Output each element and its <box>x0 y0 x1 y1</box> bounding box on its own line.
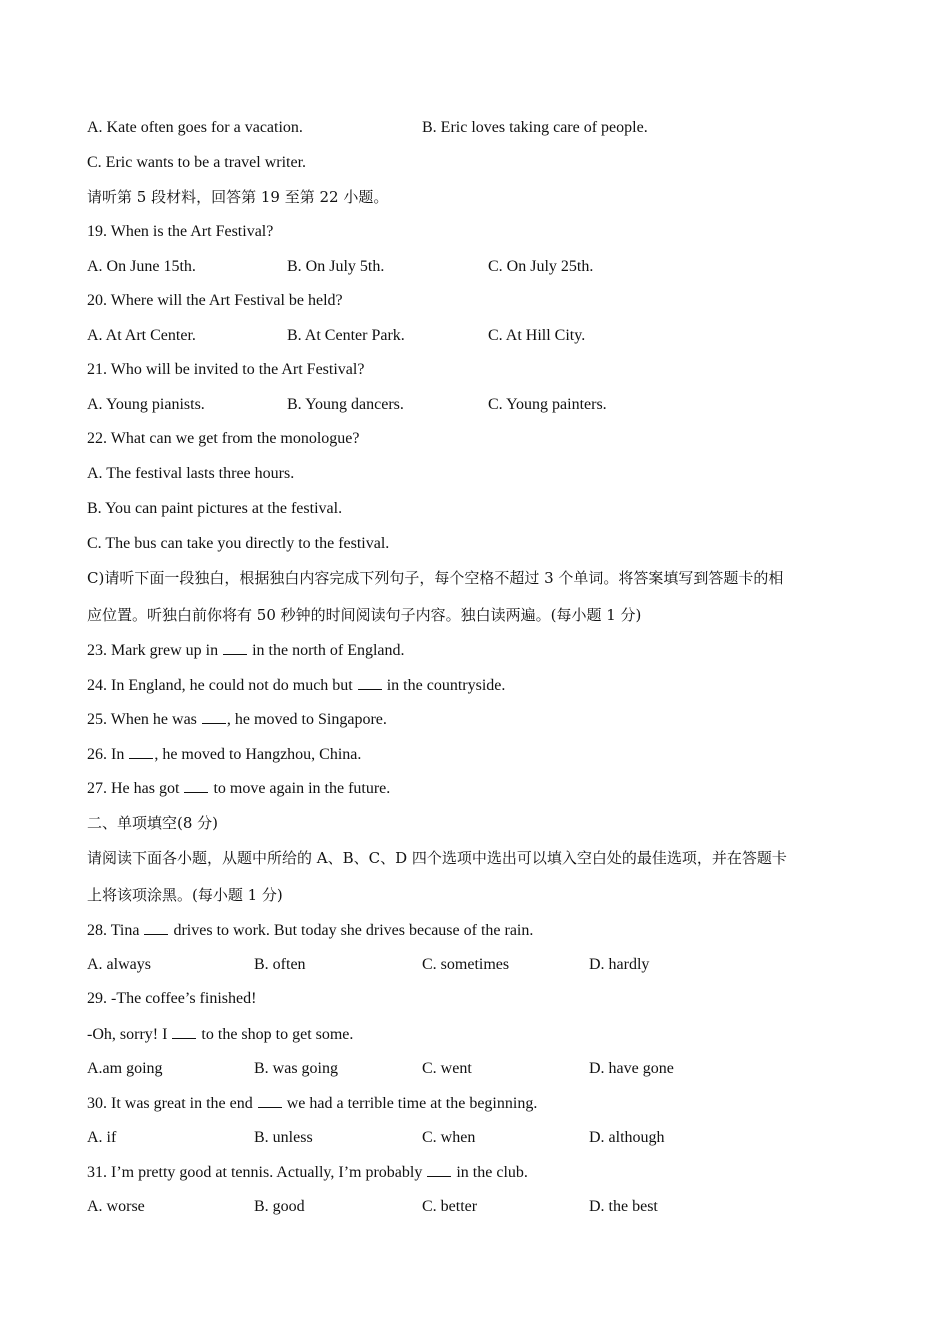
q30-text-before: 30. It was great in the end <box>87 1095 253 1112</box>
q23-text-after: in the north of England. <box>252 642 405 659</box>
partc-instruction-line1: C)请听下面一段独白，根据独白内容完成下列句子，每个空格不超过 3 个单词。将答案填写到答题卡的相 <box>87 569 784 587</box>
q28-text-after: drives to work. But today she drives because of the rain. <box>173 922 534 939</box>
q31-blank <box>427 1162 451 1177</box>
q25-text-before: 25. When he was <box>87 711 197 728</box>
section2-title: 二、单项填空(8 分) <box>87 814 219 832</box>
partc-instruction-line2: 应位置。听独白前你将有 50 秒钟的时间阅读句子内容。独白读两遍。(每小题 1 分) <box>87 606 642 624</box>
q22-option-c: C. The bus can take you directly to the festival. <box>87 535 390 552</box>
q21-option-c: C. Young painters. <box>488 396 607 413</box>
q25-sentence <box>87 709 387 729</box>
q19-option-c: C. On July 25th. <box>488 258 594 275</box>
section5-instruction: 请听第 5 段材料，回答第 19 至第 22 小题。 <box>87 188 389 206</box>
q31-option-c: C. better <box>422 1198 478 1215</box>
q31-option-d: D. the best <box>589 1198 658 1215</box>
q31-text-before: 31. I’m pretty good at tennis. Actually, I’m probably <box>87 1164 423 1181</box>
q24-blank <box>358 675 382 690</box>
q30-stem <box>87 1093 537 1113</box>
q30-option-c: C. when <box>422 1129 476 1146</box>
q22-stem: 22. What can we get from the monologue? <box>87 430 360 447</box>
q27-blank <box>184 778 208 793</box>
q18-option-a: A. Kate often goes for a vacation. <box>87 119 303 136</box>
q19-option-b: B. On July 5th. <box>287 258 385 275</box>
q24-text-after: in the countryside. <box>386 677 506 694</box>
q19-stem: 19. When is the Art Festival? <box>87 223 274 240</box>
q26-text-after: , he moved to Hangzhou, China. <box>154 746 362 763</box>
q20-stem: 20. Where will the Art Festival be held? <box>87 292 343 309</box>
q20-option-b: B. At Center Park. <box>287 327 405 344</box>
q30-option-a: A. if <box>87 1129 117 1146</box>
q20-option-a: A. At Art Center. <box>87 327 196 344</box>
q23-sentence <box>87 640 405 660</box>
q30-blank <box>258 1093 282 1108</box>
q29-option-c: C. went <box>422 1060 472 1077</box>
q29-option-d: D. have gone <box>589 1060 674 1077</box>
section2-instruction-line1: 请阅读下面各小题，从题中所给的 A、B、C、D 四个选项中选出可以填入空白处的最佳选项，并在答题卡 <box>87 849 787 867</box>
q27-text-before: 27. He has got <box>87 780 180 797</box>
q18-option-b: B. Eric loves taking care of people. <box>422 119 648 136</box>
q30-option-b: B. unless <box>254 1129 313 1146</box>
q22-option-a: A. The festival lasts three hours. <box>87 465 295 482</box>
q28-option-c: C. sometimes <box>422 956 510 973</box>
q30-text-after: we had a terrible time at the beginning. <box>286 1095 538 1112</box>
q28-stem <box>87 920 533 940</box>
q28-text-before: 28. Tina <box>87 922 140 939</box>
q26-blank <box>129 744 153 759</box>
q29-line1: 29. -The coffee’s finished! <box>87 990 257 1007</box>
q31-text-after: in the club. <box>456 1164 528 1181</box>
q29-option-a: A.am going <box>87 1060 163 1077</box>
q23-text-before: 23. Mark grew up in <box>87 642 219 659</box>
q31-stem <box>87 1162 528 1182</box>
q22-option-b: B. You can paint pictures at the festival. <box>87 500 343 517</box>
q28-option-b: B. often <box>254 956 306 973</box>
q26-sentence <box>87 744 361 764</box>
q20-option-c: C. At Hill City. <box>488 327 586 344</box>
q29-line2 <box>87 1024 353 1044</box>
q29-text-before: -Oh, sorry! I <box>87 1026 168 1043</box>
q28-blank <box>144 920 168 935</box>
q21-option-a: A. Young pianists. <box>87 396 205 413</box>
q19-option-a: A. On June 15th. <box>87 258 196 275</box>
q24-sentence <box>87 675 505 695</box>
q26-text-before: 26. In <box>87 746 125 763</box>
q29-blank <box>172 1024 196 1039</box>
q18-option-c: C. Eric wants to be a travel writer. <box>87 154 307 171</box>
q24-text-before: 24. In England, he could not do much but <box>87 677 353 694</box>
q21-option-b: B. Young dancers. <box>287 396 404 413</box>
q29-option-b: B. was going <box>254 1060 338 1077</box>
section2-instruction-line2: 上将该项涂黑。(每小题 1 分) <box>87 886 283 904</box>
q25-blank <box>202 709 226 724</box>
q31-option-a: A. worse <box>87 1198 145 1215</box>
q27-sentence <box>87 778 390 798</box>
q21-stem: 21. Who will be invited to the Art Festival? <box>87 361 365 378</box>
q30-option-d: D. although <box>589 1129 665 1146</box>
q31-option-b: B. good <box>254 1198 305 1215</box>
q29-text-after: to the shop to get some. <box>201 1026 354 1043</box>
q28-option-a: A. always <box>87 956 151 973</box>
q27-text-after: to move again in the future. <box>213 780 391 797</box>
q23-blank <box>223 640 247 655</box>
q25-text-after: , he moved to Singapore. <box>226 711 387 728</box>
q28-option-d: D. hardly <box>589 956 650 973</box>
